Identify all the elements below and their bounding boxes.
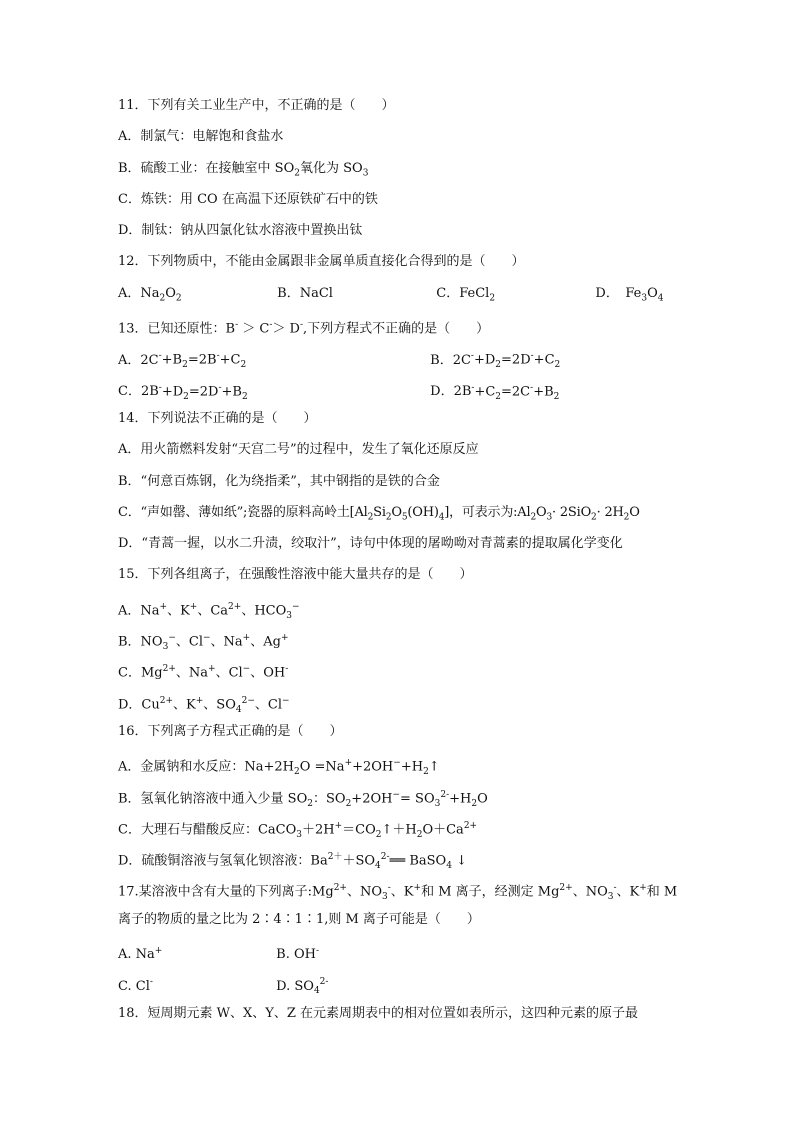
q11-option-d: D．制钛：钠从四氯化钛水溶液中置换出钛 [118,223,363,239]
q17-option-d: D. $SO_4^{2-}$ [276,977,329,997]
question-page [118,96,678,1035]
q12-option-b: B．NaCl [277,285,333,301]
q15-option-b: B．$NO_3^-$、Cl−、Na+、Ag+ [118,633,289,652]
q13-stem: 13．已知还原性：B- ＞ C-＞ D-,下列方程式不正确的是（ ） [118,320,490,337]
q12-option-c: C．FeCl$_2$ [436,285,496,304]
q13-option-c: C．$2B^-+D_2=2D^-+B_2$ [118,382,248,402]
q17-option-a: A. Na+ [118,946,163,963]
q15-option-c: C．$Mg^{2+}$、Na+、Cl−、OH- [118,664,289,681]
q13-option-d: D．$2B^-+C_2=2C^-+B_2$ [430,382,560,402]
q15-stem: 15．下列各组离子，在强酸性溶液中能大量共存的是（ ） [118,567,473,583]
q17-option-b: B. OH- [276,946,319,963]
q16-option-a: A．金属钠和水反应：$Na+2H_2O$ $=Na^++2OH^-+H_2↑$ [118,758,440,778]
q12-stem: 12．下列物质中，不能由金属跟非金属单质直接化合得到的是（ ） [118,254,525,270]
q12-options [118,284,678,315]
q12-option-a: A．$Na_2O_2$ [118,285,182,304]
q13-options-cd [118,378,678,409]
q14-option-d: D．“青蒿一握，以水二升渍，绞取汁”，诗句中体现的屠呦呦对青蒿素的提取属化学变化 [118,536,623,552]
q11-option-b: B．硫酸工业：在接触室中 $SO_2$氧化为 $SO_3$ [118,160,369,179]
q16-option-c: C．大理石与醋酸反应：$CaCO_3+2H^+=CO_2↑+H_2O+Ca^{2+}$ [118,820,478,840]
q17-options-cd [118,972,678,1003]
q13-options-ab [118,346,678,377]
q17-stem-line1: 17.某溶液中含有大量的下列离子$:Mg^{2+}$、$NO_3^-$、K+和 M 离子，经测定 $Mg^{2+}$、$NO_3^-$、K+和 M [118,883,678,903]
q11-stem: 11．下列有关工业生产中，不正确的是（ ） [118,98,395,113]
q14-option-b: B．“何意百炼钢，化为绕指柔”，其中钢指的是铁的合金 [118,473,440,489]
q15-option-d: D．$Cu^{2+}$、K+、$SO_4^{2-}$、Cl− [118,695,290,715]
q11-option-a: A．制氯气：电解饱和食盐水 [118,129,284,145]
q12-option-d: D． $Fe_3O_4$ [595,285,664,304]
q16-stem: 16．下列离子方程式正确的是（ ） [118,723,343,739]
q14-option-c: C．“声如罄、薄如纸”;瓷器的原料高岭土$[Al_2Si_2O_5(OH)_4]$，可表示为$:Al_2O_3\cdot 2SiO_2\cdot 2H_2O$ [118,504,640,523]
q13-option-b: B．$2C^-+D_2=2D^-+C_2$ [430,351,561,371]
q14-stem: 14．下列说法不正确的是（ ） [118,410,317,426]
q17-option-c: C. Cl- [118,977,153,994]
q16-option-d: D．硫酸铜溶液与氢氧化钡溶液：$Ba^{2+}+SO_4^{2-}══$ BaSO$_4$ ↓ [118,852,467,872]
q18-stem: 18．短周期元素 W、X、Y、Z 在元素周期表中的相对位置如表所示，这四种元素的原子最 [118,1005,639,1021]
q17-stem-line2: 离子的物质的量之比为 2∶4∶1∶1,则 M 离子可能是（ ） [118,911,480,927]
q16-option-b: B．氢氧化钠溶液中通入少量 $SO_2$：$SO_2+2OH^-= SO_3^{2-}+H_2O$ [118,789,488,809]
q14-option-a: A．用火箭燃料发射“天宫二号”的过程中，发生了氧化还原反应 [118,442,479,458]
q11-option-c: C．炼铁：用 CO 在高温下还原铁矿石中的铁 [118,191,378,207]
q15-option-a: A．Na+、K+、$Ca^{2+}$、$HCO_3^-$ [118,601,300,621]
q17-options-ab [118,941,678,972]
q13-option-a: A．$2C^-+B_2=2B^-+C_2$ [118,351,247,371]
